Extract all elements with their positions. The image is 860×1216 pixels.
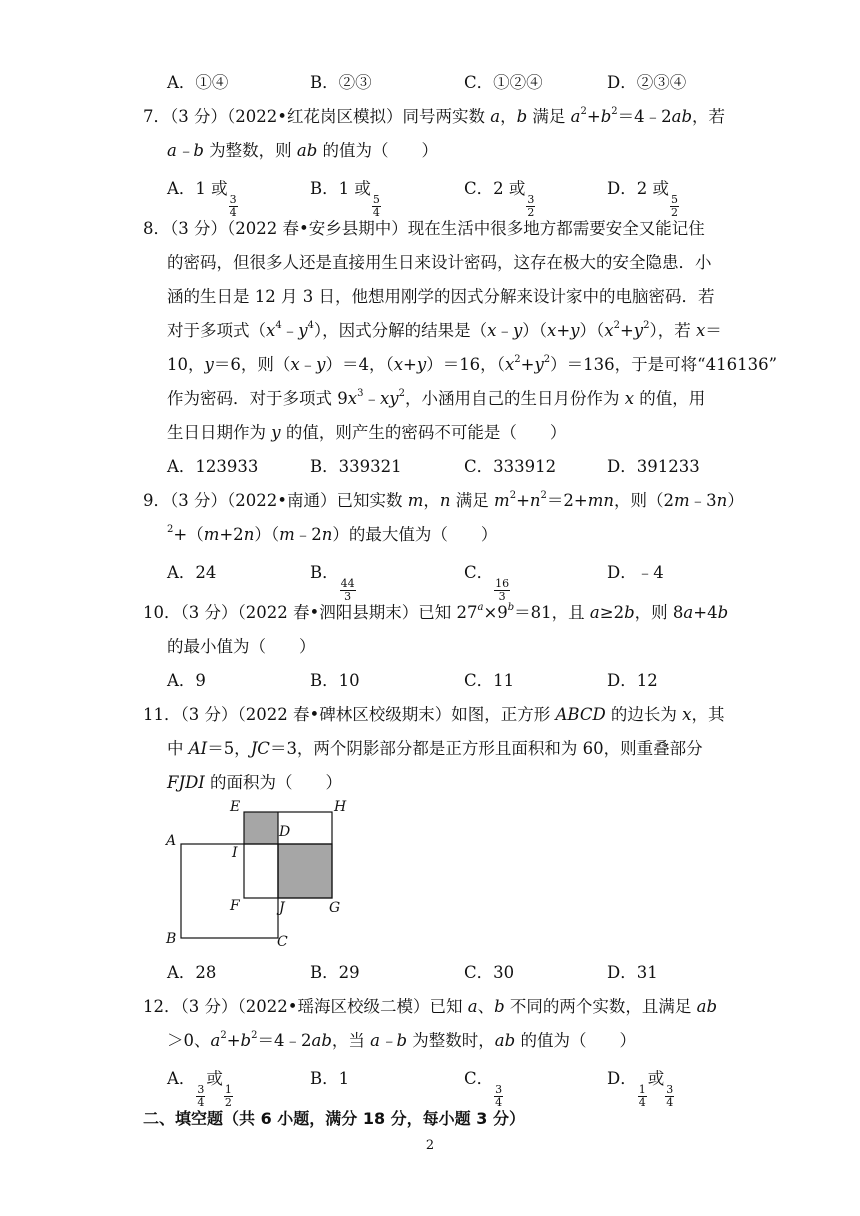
q11-square-figure — [150, 798, 370, 958]
q8-stem-line4: 对于多项式$(x^4﹣y^4)$，因式分解的结果是$(x﹣y)(x+y)(x^2+y^2)$，若 x＝ — [167, 320, 722, 340]
q11-option-a: A．28 — [167, 963, 217, 982]
q8-option-b: B．339321 — [310, 457, 402, 476]
q10-option-a: A．9 — [167, 671, 206, 690]
q9-option-a: A．24 — [167, 563, 217, 582]
q8-option-a: A．123933 — [167, 457, 259, 476]
q8-stem-line7: 生日日期作为 y 的值，则产生的密码不可能是（ ） — [167, 423, 567, 442]
q6-option-a: A．①④ — [167, 73, 229, 92]
label-j: J — [279, 900, 285, 916]
q8-option-c: C．333912 — [464, 457, 557, 476]
q11-option-c: C．30 — [464, 963, 515, 982]
q7-option-a: A．1 或 $\frac{3}{4}$ — [167, 179, 237, 219]
label-f: F — [230, 898, 240, 914]
q8-stem-line3: 涵的生日是 12 月 3 日，他想用刚学的因式分解来设计家中的电脑密码．若 — [167, 287, 715, 306]
q8-stem-line5: 10，y＝6，则（x﹣y）＝4，（x+y）＝16，$(x^2+y^2)=136$，于是可将“416136” — [167, 354, 778, 374]
q10-stem-line1: 10．（3 分）（2022 春•泗阳县期末）已知 $27^a\times 9^b=81$，且 a≥2b，则 8a+4b — [143, 602, 729, 622]
q7-option-d: D．2 或 $\frac{5}{2}$ — [607, 179, 678, 219]
q9-stem-line1: 9．（3 分）（2022•南通）已知实数 m，n 满足 $m^2+n^2=2+mn$，则（2m﹣3n） — [143, 490, 744, 510]
q10-stem-line2: 的最小值为（ ） — [167, 637, 316, 656]
label-e: E — [230, 799, 241, 815]
large-shaded-square — [278, 844, 332, 898]
q9-option-c: C． $\frac{16}{3}$ — [464, 563, 510, 603]
label-h: H — [334, 799, 347, 815]
q9-option-d: D．﹣4 — [607, 563, 664, 582]
label-i: I — [232, 845, 238, 861]
q6-option-c: C．①②④ — [464, 73, 543, 92]
q12-option-c: C． $\frac{3}{4}$ — [464, 1069, 503, 1109]
q6-option-d: D．②③④ — [607, 73, 687, 92]
label-c: C — [277, 934, 288, 950]
q11-stem-line2: 中 AI＝5，JC＝3，两个阴影部分都是正方形且面积和为 60，则重叠部分 — [167, 739, 703, 758]
q8-option-d: D．391233 — [607, 457, 700, 476]
q7-option-c: C．2 或 $\frac{3}{2}$ — [464, 179, 535, 219]
q10-option-d: D．12 — [607, 671, 658, 690]
square-abcd — [181, 844, 278, 938]
label-g: G — [329, 900, 341, 916]
q11-stem-line1: 11．（3 分）（2022 春•碑林区校级期末）如图，正方形 ABCD 的边长为 x，其 — [143, 705, 725, 724]
small-shaded-square — [244, 812, 278, 844]
q8-stem-line6: 作为密码．对于多项式 $9x^3﹣xy^2$，小涵用自己的生日月份作为 x 的值，用 — [167, 388, 706, 408]
q11-option-d: D．31 — [607, 963, 658, 982]
q10-option-c: C．11 — [464, 671, 515, 690]
q12-option-d: D． $\frac{1}{4}$ 或 $\frac{3}{4}$ — [607, 1069, 674, 1109]
q11-stem-line3: FJDI 的面积为（ ） — [167, 773, 343, 792]
label-b: B — [166, 931, 177, 947]
page-number: 2 — [425, 1138, 435, 1153]
section-heading-fill-in: 二、填空题（共 6 小题，满分 18 分，每小题 3 分） — [143, 1109, 525, 1128]
q7-stem-line1: 7．（3 分）（2022•红花岗区模拟）同号两实数 a，b 满足 $a^2+b^2=4﹣2ab$，若 — [143, 106, 726, 126]
q12-stem-line1: 12．（3 分）（2022•瑶海区校级二模）已知 a、b 不同的两个实数，且满足 ab — [143, 997, 718, 1016]
q12-option-a: A． $\frac{3}{4}$ 或 $\frac{1}{2}$ — [167, 1069, 232, 1109]
q8-stem-line1: 8．（3 分）（2022 春•安乡县期中）现在生活中很多地方都需要安全又能记住 — [143, 219, 705, 238]
q11-option-b: B．29 — [310, 963, 360, 982]
q9-option-b: B． $\frac{44}{3}$ — [310, 563, 355, 603]
q7-stem-line2: a﹣b 为整数，则 ab 的值为（ ） — [167, 141, 439, 160]
label-d: D — [279, 824, 291, 840]
q6-option-b: B．②③ — [310, 73, 372, 92]
q10-option-b: B．10 — [310, 671, 360, 690]
q12-stem-line2: ＞0、$a^2+b^2=4﹣2ab$，当 a﹣b 为整数时，ab 的值为（ ） — [167, 1030, 636, 1050]
q9-stem-line2: $^2$+（m+2n）（m﹣2n）的最大值为（ ） — [167, 524, 498, 544]
q12-option-b: B．1 — [310, 1069, 350, 1088]
q8-stem-line2: 的密码，但很多人还是直接用生日来设计密码，这存在极大的安全隐患．小 — [167, 253, 712, 272]
q7-option-b: B．1 或 $\frac{5}{4}$ — [310, 179, 380, 219]
label-a: A — [166, 833, 177, 849]
